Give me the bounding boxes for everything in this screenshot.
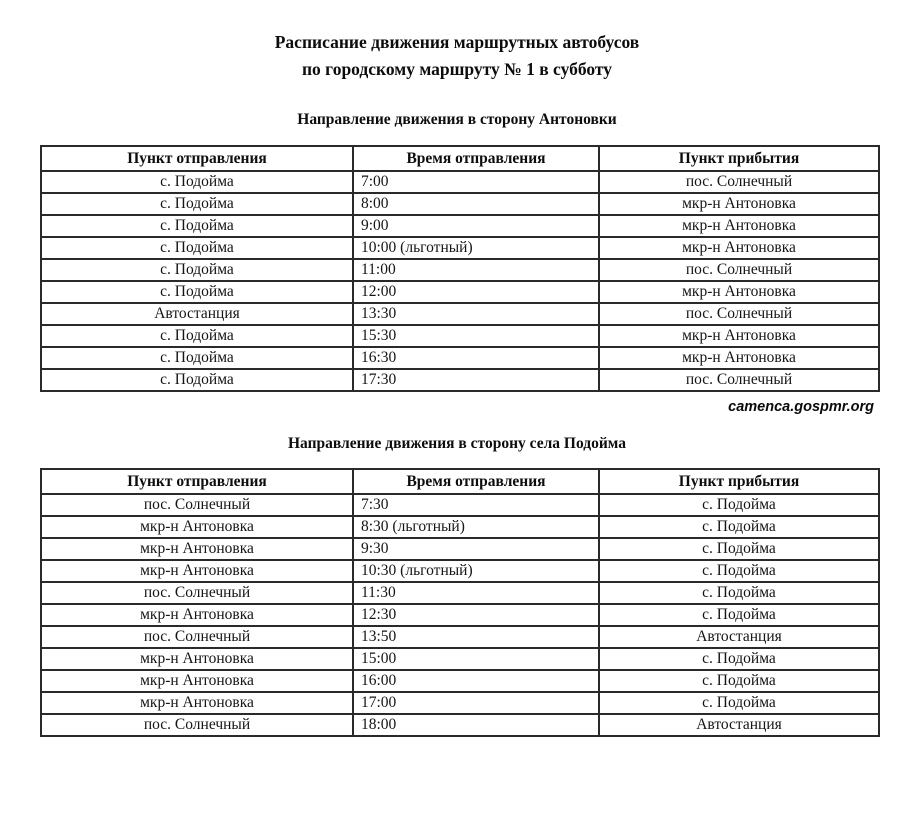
departure-point-cell: пос. Солнечный [41,494,353,516]
table-header-row [41,469,879,494]
departure-time-cell: 17:00 [353,692,599,714]
departure-point-cell: мкр-н Антоновка [41,604,353,626]
departure-point-cell: мкр-н Антоновка [41,560,353,582]
departure-time-cell: 13:30 [353,303,599,325]
column-header-arrival-point: Пункт прибытия [599,146,879,171]
table-row [41,347,879,369]
departure-point-cell: пос. Солнечный [41,626,353,648]
arrival-point-cell: мкр-н Антоновка [599,215,879,237]
table-row [41,215,879,237]
table-row [41,516,879,538]
departure-point-cell: с. Подойма [41,237,353,259]
departure-point-cell: мкр-н Антоновка [41,692,353,714]
table-row [41,582,879,604]
departure-point-cell: мкр-н Антоновка [41,516,353,538]
table-body-podoima [41,494,879,736]
column-header-arrival-point: Пункт прибытия [599,469,879,494]
arrival-point-cell: мкр-н Антоновка [599,237,879,259]
departure-point-cell: пос. Солнечный [41,582,353,604]
departure-time-cell: 7:00 [353,171,599,193]
table-row [41,714,879,736]
table-row [41,560,879,582]
schedule-table-podoima [40,468,880,737]
departure-time-cell: 8:30 (льготный) [353,516,599,538]
table-row [41,369,879,391]
arrival-point-cell: мкр-н Антоновка [599,281,879,303]
departure-point-cell: с. Подойма [41,193,353,215]
table-row [41,626,879,648]
arrival-point-cell: пос. Солнечный [599,171,879,193]
departure-point-cell: с. Подойма [41,281,353,303]
arrival-point-cell: пос. Солнечный [599,303,879,325]
departure-time-cell: 8:00 [353,193,599,215]
departure-time-cell: 16:30 [353,347,599,369]
arrival-point-cell: с. Подойма [599,648,879,670]
page-title-line-1: Расписание движения маршрутных автобусов [274,32,640,52]
arrival-point-cell: мкр-н Антоновка [599,325,879,347]
departure-time-cell: 15:30 [353,325,599,347]
column-header-departure-point: Пункт отправления [41,146,353,171]
departure-point-cell: мкр-н Антоновка [41,648,353,670]
table-row [41,494,879,516]
arrival-point-cell: с. Подойма [599,538,879,560]
departure-time-cell: 12:30 [353,604,599,626]
departure-time-cell: 7:30 [353,494,599,516]
departure-time-cell: 11:30 [353,582,599,604]
section-heading-antonovka: Направление движения в сторону Антоновки [297,111,617,128]
departure-point-cell: пос. Солнечный [41,714,353,736]
arrival-point-cell: с. Подойма [599,494,879,516]
page-title-line-2: по городскому маршруту № 1 в субботу [301,59,613,79]
arrival-point-cell: пос. Солнечный [599,259,879,281]
table-row [41,692,879,714]
table-row [41,237,879,259]
table-row [41,325,879,347]
table-row [41,259,879,281]
departure-point-cell: Автостанция [41,303,353,325]
arrival-point-cell: с. Подойма [599,670,879,692]
watermark-site-url: camenca.gospmr.org [728,399,874,415]
departure-point-cell: мкр-н Антоновка [41,670,353,692]
departure-time-cell: 12:00 [353,281,599,303]
arrival-point-cell: с. Подойма [599,604,879,626]
table-body-antonovka [41,171,879,391]
table-row [41,171,879,193]
arrival-point-cell: пос. Солнечный [599,369,879,391]
column-header-departure-time: Время отправления [353,146,599,171]
arrival-point-cell: с. Подойма [599,560,879,582]
page-title [0,29,914,83]
departure-point-cell: с. Подойма [41,171,353,193]
departure-time-cell: 11:00 [353,259,599,281]
table-row [41,281,879,303]
section-direction-podoima [0,435,914,737]
table-row [41,648,879,670]
column-header-departure-time: Время отправления [353,469,599,494]
table-row [41,538,879,560]
arrival-point-cell: с. Подойма [599,692,879,714]
departure-point-cell: с. Подойма [41,259,353,281]
departure-time-cell: 15:00 [353,648,599,670]
departure-point-cell: с. Подойма [41,347,353,369]
departure-time-cell: 18:00 [353,714,599,736]
bus-schedule-document [0,29,914,829]
column-header-departure-point: Пункт отправления [41,469,353,494]
section-heading-podoima: Направление движения в сторону села Подойма [287,435,626,452]
departure-time-cell: 10:00 (льготный) [353,237,599,259]
arrival-point-cell: с. Подойма [599,516,879,538]
arrival-point-cell: мкр-н Антоновка [599,347,879,369]
departure-point-cell: мкр-н Антоновка [41,538,353,560]
arrival-point-cell: Автостанция [599,714,879,736]
table-row [41,303,879,325]
departure-point-cell: с. Подойма [41,215,353,237]
arrival-point-cell: с. Подойма [599,582,879,604]
table-row [41,604,879,626]
departure-time-cell: 13:50 [353,626,599,648]
departure-time-cell: 9:00 [353,215,599,237]
departure-time-cell: 16:00 [353,670,599,692]
departure-time-cell: 17:30 [353,369,599,391]
table-header-row [41,146,879,171]
section-direction-antonovka [0,111,914,392]
arrival-point-cell: мкр-н Антоновка [599,193,879,215]
departure-time-cell: 9:30 [353,538,599,560]
departure-time-cell: 10:30 (льготный) [353,560,599,582]
arrival-point-cell: Автостанция [599,626,879,648]
table-row [41,193,879,215]
departure-point-cell: с. Подойма [41,325,353,347]
schedule-table-antonovka [40,145,880,392]
table-row [41,670,879,692]
departure-point-cell: с. Подойма [41,369,353,391]
